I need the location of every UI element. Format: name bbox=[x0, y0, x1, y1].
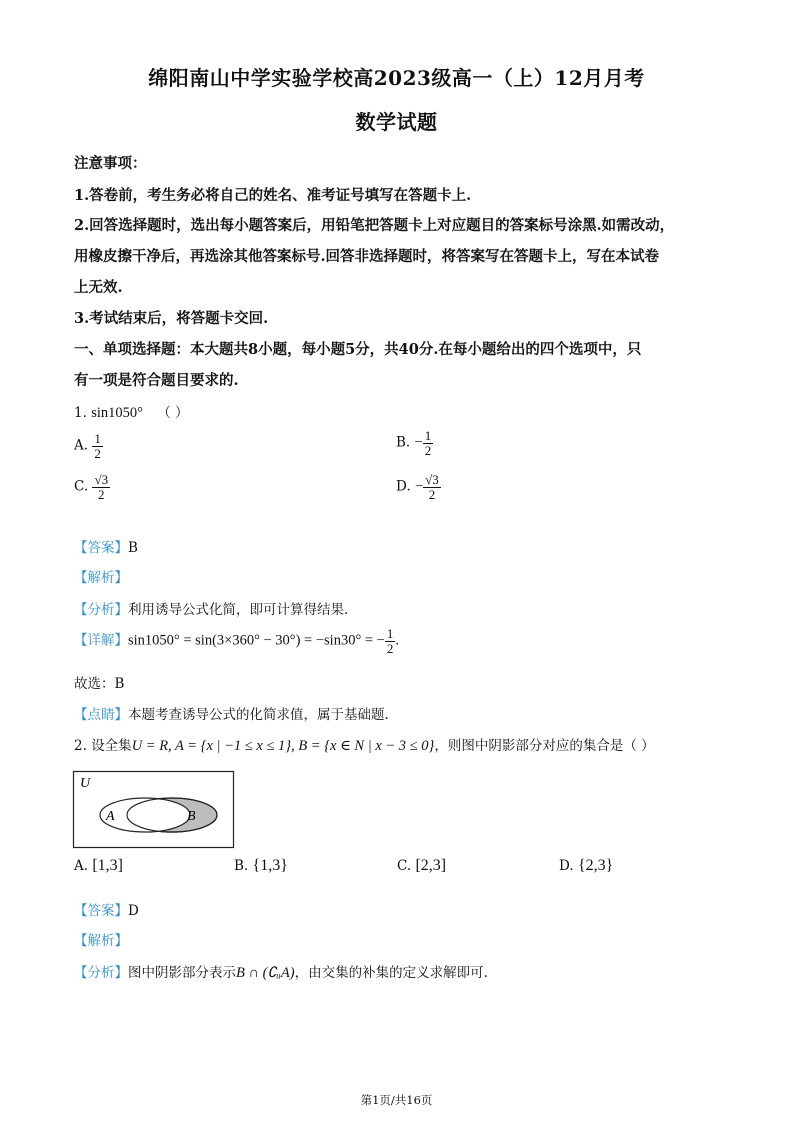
q1-detail-end: . bbox=[395, 632, 399, 649]
q1-paren: （ ） bbox=[157, 405, 189, 421]
venn-u-label: U bbox=[80, 776, 91, 791]
notice-item-2-line-1: 2.回答选择题时，选出每小题答案后，用铅笔把答题卡上对应题目的答案标号涂黑.如需改动， bbox=[74, 217, 675, 234]
q1-detail bbox=[74, 627, 399, 655]
q2-option-c bbox=[397, 857, 446, 875]
q1-answer bbox=[74, 536, 138, 556]
q1-option-b bbox=[396, 429, 433, 457]
q2-number: 2. bbox=[74, 738, 87, 754]
q2-analysis-tag: 【解析】 bbox=[74, 933, 128, 949]
q1-fenxi-text: 利用诱导公式化简，即可计算得结果. bbox=[128, 602, 349, 618]
q2-option-a bbox=[74, 857, 123, 875]
q1-option-a-den: 2 bbox=[94, 445, 101, 461]
q2-option-b-value: {1,3} bbox=[252, 857, 288, 874]
q1-option-b-fraction bbox=[423, 429, 434, 457]
q2-option-a-value: [1,3] bbox=[92, 857, 123, 874]
notice-item-2-line-3: 上无效. bbox=[74, 279, 123, 296]
q2-stem-start: 设全集 bbox=[91, 738, 132, 754]
q1-option-a-fraction bbox=[92, 432, 103, 460]
q1-detail-num: 1 bbox=[386, 626, 394, 641]
q2-option-c-value: [2,3] bbox=[415, 857, 447, 874]
q2-fenxi-start: 图中阴影部分表示 bbox=[128, 965, 236, 981]
venn-a-label: A bbox=[106, 809, 115, 824]
q1-comment bbox=[74, 703, 389, 723]
q1-comment-text: 本题考查诱导公式的化简求值，属于基础题. bbox=[128, 707, 389, 723]
q1-fenxi-tag: 【分析】 bbox=[74, 602, 128, 618]
q1-option-d-fraction bbox=[423, 473, 441, 501]
q1-option-d-label: D. bbox=[396, 478, 411, 495]
q1-option-d-num: √3 bbox=[425, 472, 439, 487]
q1-detail-den: 2 bbox=[386, 640, 394, 656]
q2-option-c-label: C. bbox=[397, 858, 412, 874]
q2-option-d-label: D. bbox=[559, 858, 574, 874]
q2-option-b-label: B. bbox=[234, 858, 249, 874]
q1-fenxi bbox=[74, 598, 348, 618]
notice-item-1: 1.答卷前，考生务必将自己的姓名、准考证号填写在答题卡上. bbox=[74, 187, 472, 204]
q2-fenxi-end: ，由交集的补集的定义求解即可. bbox=[294, 965, 488, 981]
q1-option-b-num: 1 bbox=[424, 428, 432, 443]
q2-fenxi bbox=[74, 961, 488, 982]
q1-option-c-fraction bbox=[92, 473, 110, 501]
q1-detail-expression: sin1050° = sin(3×360° − 30°) = −sin30° = − bbox=[128, 632, 385, 649]
q1-option-b-den: 2 bbox=[424, 442, 432, 458]
q2-answer bbox=[74, 899, 139, 919]
q2-option-b bbox=[234, 857, 288, 875]
q2-option-a-label: A. bbox=[74, 858, 89, 874]
q1-stem bbox=[74, 401, 189, 422]
q1-option-c-num: √3 bbox=[94, 472, 109, 487]
q1-expression: sin1050° bbox=[91, 405, 143, 421]
q1-option-a-label: A. bbox=[74, 437, 89, 454]
q1-option-d-sign: − bbox=[414, 478, 424, 495]
q1-detail-fraction bbox=[385, 627, 396, 655]
notice-heading: 注意事项： bbox=[74, 155, 147, 172]
q2-stem bbox=[74, 734, 655, 755]
q1-detail-tag: 【详解】 bbox=[74, 632, 128, 649]
q1-comment-tag: 【点睛】 bbox=[74, 707, 128, 723]
q1-option-a-num: 1 bbox=[94, 431, 101, 446]
q1-option-d bbox=[396, 473, 441, 501]
q2-answer-value: D bbox=[128, 903, 139, 919]
section1-line-1: 一、单项选择题：本大题共8小题，每小题5分，共40分.在每小题给出的四个选项中，只 bbox=[74, 341, 642, 358]
venn-diagram bbox=[72, 770, 236, 850]
q2-option-d-value: {2,3} bbox=[577, 857, 614, 874]
q1-answer-value: B bbox=[128, 540, 138, 556]
page-footer: 第1页/共16页 bbox=[360, 1093, 433, 1107]
venn-b-label: B bbox=[187, 809, 196, 824]
notice-item-2-line-2: 用橡皮擦干净后，再选涂其他答案标号.回答非选择题时，将答案写在答题卡上，写在本试卷 bbox=[74, 248, 660, 265]
q2-stem-end: ，则图中阴影部分对应的集合是（ ） bbox=[434, 738, 655, 754]
q1-number: 1. bbox=[74, 405, 87, 421]
q2-fenxi-math: B ∩ (∁ᵤA) bbox=[236, 965, 295, 981]
q1-option-b-label: B. bbox=[396, 434, 411, 451]
q1-choose: 故选：B bbox=[74, 676, 125, 692]
q1-analysis-tag: 【解析】 bbox=[74, 570, 128, 586]
section1-line-2: 有一项是符合题目要求的. bbox=[74, 372, 239, 389]
q1-option-c-label: C. bbox=[74, 478, 89, 495]
exam-subtitle: 数学试题 bbox=[355, 110, 438, 134]
q1-option-b-sign: − bbox=[414, 434, 423, 451]
q2-fenxi-tag: 【分析】 bbox=[74, 965, 128, 981]
q1-option-a bbox=[74, 432, 103, 460]
q2-answer-tag: 【答案】 bbox=[74, 903, 128, 919]
q1-answer-tag: 【答案】 bbox=[74, 540, 128, 556]
q1-option-c bbox=[74, 473, 110, 501]
exam-title: 绵阳南山中学实验学校高2023级高一（上）12月月考 bbox=[148, 66, 645, 90]
notice-item-3: 3.考试结束后，将答题卡交回. bbox=[74, 310, 269, 327]
q2-option-d bbox=[559, 857, 613, 875]
q2-stem-math: U = R, A = {x | −1 ≤ x ≤ 1}, B = {x ∈ N | x − 3 ≤ 0} bbox=[131, 738, 435, 754]
q1-option-d-den: 2 bbox=[428, 486, 436, 502]
q1-option-c-den: 2 bbox=[98, 486, 105, 502]
